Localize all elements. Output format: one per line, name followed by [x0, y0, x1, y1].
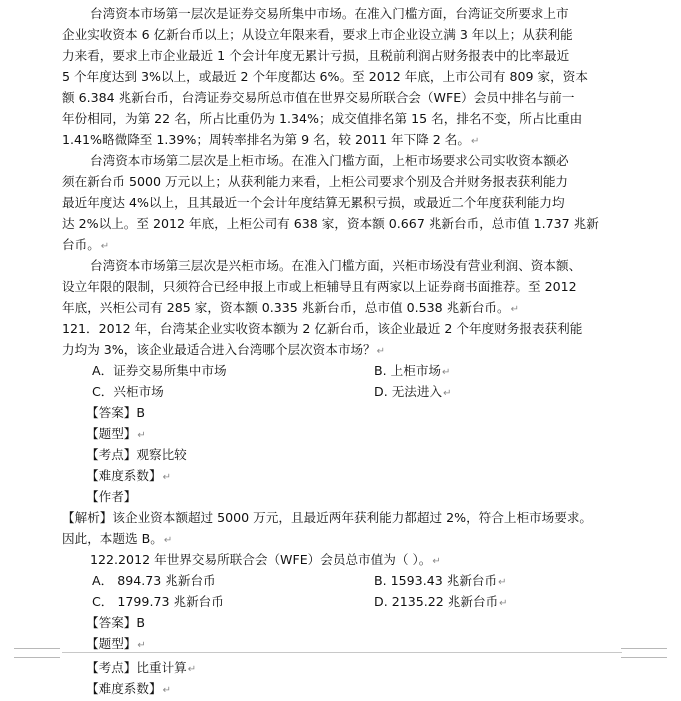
paragraph-mark-icon: ↵: [471, 136, 480, 147]
page-break-line: [62, 652, 622, 653]
paragraph-mark-icon: ↵: [162, 472, 171, 483]
paragraph-mark-icon: ↵: [163, 535, 173, 546]
para2-line-2: 须在新台币 5000 万元以上；从获利能力来看，上柜公司要求个别及合并财务报表获利能力: [62, 174, 569, 189]
q122-answer: 【答案】B: [86, 615, 146, 630]
para1-line-3: 力来看，要求上市企业最近 1 个会计年度无累计亏损，且税前利润占财务报表中的比率最近: [62, 48, 570, 63]
q122-type: 【题型】↵: [86, 636, 146, 651]
q121-answer: 【答案】B: [86, 405, 146, 420]
paragraph-mark-icon: ↵: [137, 640, 146, 651]
q122-difficulty: 【难度系数】↵: [86, 681, 171, 696]
q121-type: 【题型】↵: [86, 426, 146, 441]
paragraph-mark-icon: ↵: [100, 241, 110, 252]
paragraph-mark-icon: ↵: [376, 346, 386, 357]
para3-line-1: 台湾资本市场第三层次是兴柜市场。在准入门槛方面，兴柜市场没有营业利润、资本额、: [90, 258, 582, 273]
paragraph-mark-icon: ↵: [442, 367, 451, 378]
paragraph-mark-icon: ↵: [443, 388, 452, 399]
paragraph-mark-icon: ↵: [498, 577, 507, 588]
q122-option-b: B. 1593.43 兆新台币↵: [374, 573, 507, 588]
q122-option-a: A． 894.73 兆新台币: [92, 573, 216, 588]
para3-line-2: 设立年限的限制，只须符合已经申报上市或上柜辅导且有两家以上证券商书面推荐。至 2012: [62, 279, 577, 294]
q122-point: 【考点】比重计算↵: [86, 660, 197, 675]
para2-line-5: 台币。↵: [62, 237, 110, 252]
para3-line-3: 年底，兴柜公司有 285 家，资本额 0.335 兆新台币，总市值 0.538 兆新台币。↵: [62, 300, 519, 315]
q122-stem: 122.2012 年世界交易所联合会（WFE）会员总市值为（ ）。↵: [90, 552, 441, 567]
paragraph-mark-icon: ↵: [162, 685, 171, 696]
page-break-left-marker: [14, 648, 60, 658]
q121-author: 【作者】: [86, 489, 137, 504]
para1-line-6: 年份相同，为第 22 名，所占比重仍为 1.34%；成交值排名第 15 名，排名不变，所占比重由: [62, 111, 583, 126]
page-break-separator: [0, 648, 681, 658]
q121-option-b: B. 上柜市场↵: [374, 363, 451, 378]
q121-stem-line-2: 力均为 3%，该企业最适合进入台湾哪个层次资本市场？↵: [62, 342, 386, 357]
page-break-right-marker: [621, 648, 667, 658]
q121-analysis-line-1: 【解析】该企业资本额超过 5000 万元，且最近两年获利能力都超过 2%，符合上柜市场要求。: [62, 510, 593, 525]
para1-line-1: 台湾资本市场第一层次是证券交易所集中市场。在准入门槛方面，台湾证交所要求上市: [90, 6, 569, 21]
q122-option-d: D. 2135.22 兆新台币↵: [374, 594, 508, 609]
paragraph-mark-icon: ↵: [137, 430, 146, 441]
para1-line-2: 企业实收资本 6 亿新台币以上；从设立年限来看，要求上市企业设立满 3 年以上；从获利能: [62, 27, 573, 42]
paragraph-mark-icon: ↵: [187, 664, 197, 675]
para2-line-3: 最近年度达 4%以上，且其最近一个会计年度结算无累积亏损，或最近二个年度获利能力均: [62, 195, 565, 210]
q121-difficulty: 【难度系数】↵: [86, 468, 171, 483]
para1-line-5: 额 6.384 兆新台币，台湾证券交易所总市值在世界交易所联合会（WFE）会员中排名与前一: [62, 90, 575, 105]
q121-analysis-line-2: 因此，本题选 B。↵: [62, 531, 173, 546]
para1-line-4: 5 个年度达到 3%以上，或最近 2 个年度都达 6%。至 2012 年底，上市公司有 809 家，资本: [62, 69, 588, 84]
q121-option-a: A．证券交易所集中市场: [92, 363, 227, 378]
q122-option-c: C． 1799.73 兆新台币: [92, 594, 224, 609]
q121-option-d: D. 无法进入↵: [374, 384, 452, 399]
paragraph-mark-icon: ↵: [510, 304, 519, 315]
q121-point: 【考点】观察比较: [86, 447, 187, 462]
para1-line-7: 1.41%略微降至 1.39%；周转率排名为第 9 名，较 2011 年下降 2 名。↵: [62, 132, 480, 147]
q121-option-c: C．兴柜市场: [92, 384, 164, 399]
q121-stem-line-1: 121．2012 年，台湾某企业实收资本额为 2 亿新台币，该企业最近 2 个年度财务报表获利能: [62, 321, 583, 336]
para2-line-1: 台湾资本市场第二层次是上柜市场。在准入门槛方面，上柜市场要求公司实收资本额必: [90, 153, 569, 168]
paragraph-mark-icon: ↵: [432, 556, 441, 567]
paragraph-mark-icon: ↵: [499, 598, 508, 609]
para2-line-4: 达 2%以上。至 2012 年底，上柜公司有 638 家，资本额 0.667 兆新台币，总市值 1.737 兆新: [62, 216, 599, 231]
